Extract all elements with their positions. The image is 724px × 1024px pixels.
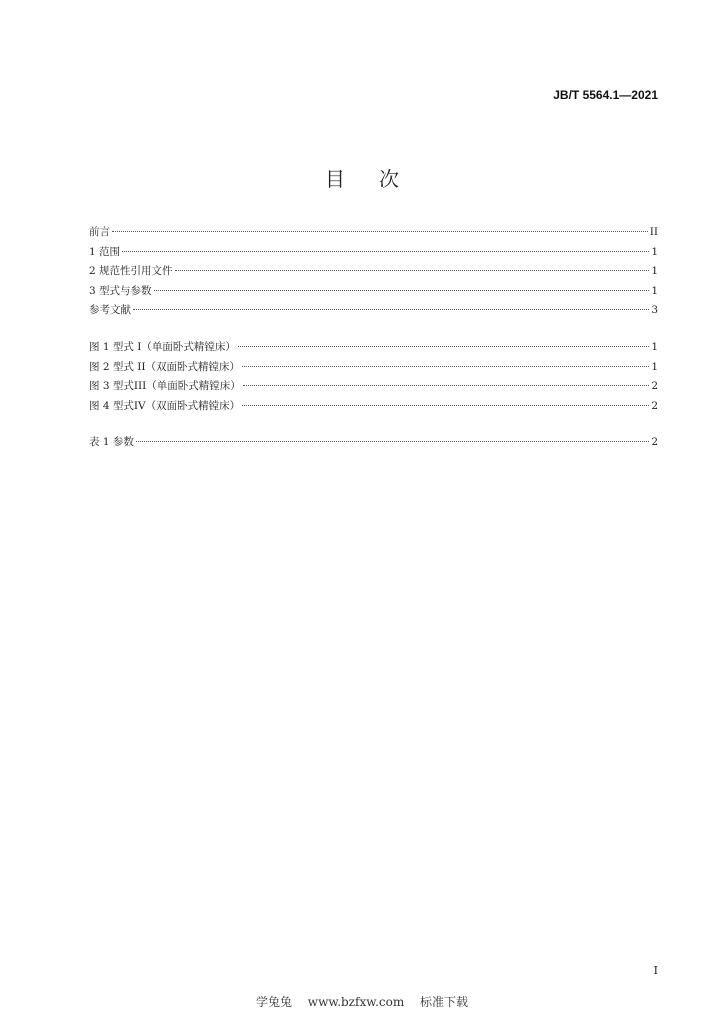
- toc-leader: [133, 309, 649, 310]
- toc-main-section: [89, 223, 658, 321]
- toc-leader: [175, 270, 650, 271]
- toc-label: 参考文献: [89, 304, 131, 316]
- toc-label: 图 4 型式IV（双面卧式精镗床）: [89, 399, 241, 412]
- toc-entry-figure-2[interactable]: [89, 358, 658, 378]
- toc-leader: [122, 251, 649, 252]
- toc-page: 1: [651, 245, 658, 258]
- toc-entry-table-1[interactable]: [89, 433, 658, 453]
- toc-page: II: [649, 226, 658, 238]
- toc-page: 1: [651, 265, 658, 277]
- toc-page: 2: [651, 380, 658, 392]
- toc-page: 1: [651, 284, 658, 297]
- toc-label: 图 1 型式 I（单面卧式精镗床）: [89, 341, 236, 353]
- toc-leader: [112, 231, 648, 232]
- toc-label: 3 型式与参数: [89, 284, 152, 297]
- toc-entry-figure-4[interactable]: [89, 397, 658, 417]
- toc-leader: [238, 346, 649, 347]
- toc-page: 2: [651, 399, 658, 412]
- toc-entry-normative-references[interactable]: [89, 262, 658, 282]
- toc-entry-scope[interactable]: [89, 243, 658, 263]
- toc-entry-figure-1[interactable]: [89, 338, 658, 358]
- toc-tables-section: [89, 433, 658, 453]
- toc-entry-types-and-parameters[interactable]: [89, 282, 658, 302]
- toc-entry-foreword[interactable]: [89, 223, 658, 243]
- toc-label: 图 2 型式 II（双面卧式精镗床）: [89, 360, 240, 373]
- toc-leader: [136, 441, 649, 442]
- footer-slogan: 标准下载: [420, 995, 469, 1009]
- toc-label: 前言: [89, 226, 110, 238]
- toc-label: 图 3 型式III（单面卧式精镗床）: [89, 380, 241, 392]
- standard-number: JB/T 5564.1—2021: [553, 88, 658, 102]
- footer-watermark: [0, 993, 724, 1010]
- toc-leader: [242, 405, 649, 406]
- toc-entry-figure-3[interactable]: [89, 377, 658, 397]
- page-number: I: [653, 964, 658, 977]
- toc-entry-bibliography[interactable]: [89, 301, 658, 321]
- toc-label: 1 范围: [89, 245, 121, 258]
- footer-site-name: 学兔兔: [255, 995, 292, 1009]
- toc-page: 3: [651, 304, 658, 316]
- toc-label: 2 规范性引用文件: [89, 265, 173, 277]
- toc-page: 2: [651, 436, 658, 448]
- toc-page: 1: [651, 341, 658, 353]
- toc-leader: [154, 290, 650, 291]
- footer-url[interactable]: www.bzfxw.com: [307, 995, 405, 1009]
- page-title: 目次: [325, 167, 433, 191]
- toc-label: 表 1 参数: [89, 436, 134, 448]
- toc-page: 1: [651, 360, 658, 373]
- toc-leader: [243, 385, 650, 386]
- toc-figures-section: [89, 338, 658, 416]
- toc-leader: [242, 366, 649, 367]
